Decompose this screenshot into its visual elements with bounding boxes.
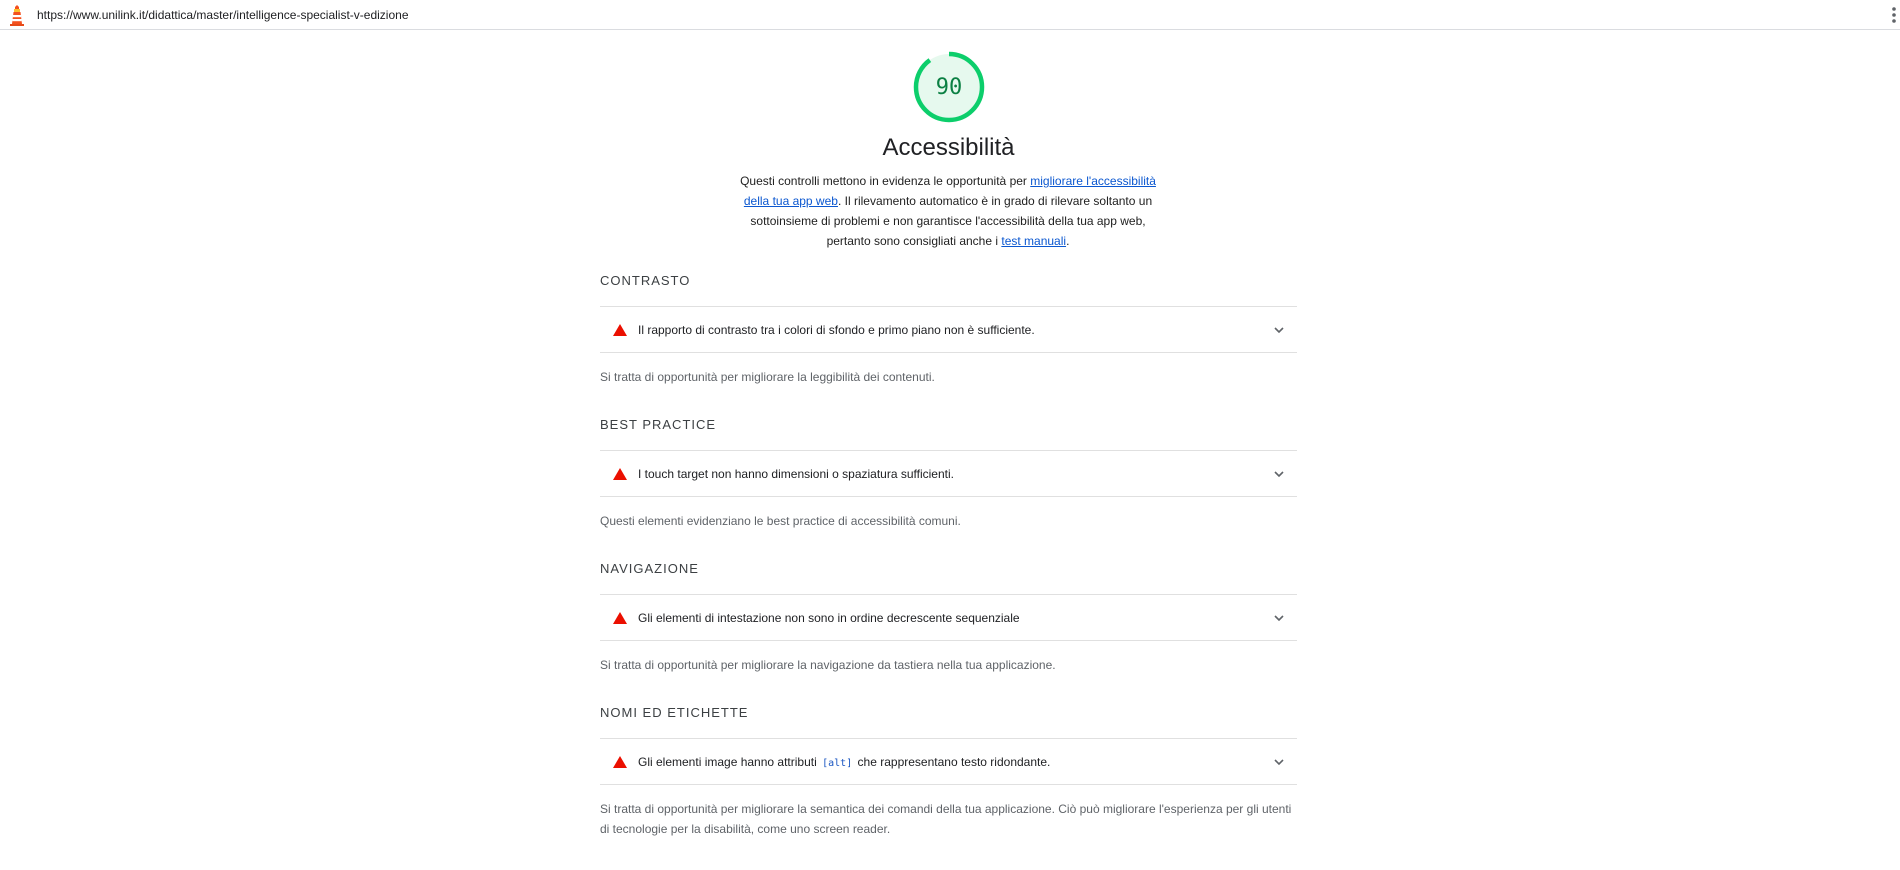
audit-title-pre: Gli elementi image hanno attributi — [638, 755, 821, 769]
group-description: Si tratta di opportunità per migliorare la semantica dei comandi della tua applicazione. Ciò può migliorare l'esperienza per gli utenti di tecnologie per la disabilità, come uno screen reader. — [600, 802, 1292, 836]
fail-triangle-icon — [613, 612, 627, 624]
audit-title: I touch target non hanno dimensioni o spaziatura sufficienti. — [638, 467, 954, 481]
group-title: NOMI ED ETICHETTE — [600, 705, 749, 720]
score-gauge[interactable] — [912, 50, 986, 124]
lighthouse-icon[interactable] — [7, 4, 27, 26]
group-description: Si tratta di opportunità per migliorare la leggibilità dei contenuti. — [600, 370, 935, 384]
group-title: CONTRASTO — [600, 273, 691, 288]
more-vert-icon[interactable] — [1890, 5, 1898, 25]
report-topbar — [0, 0, 1900, 30]
chevron-down-icon[interactable] — [1273, 756, 1285, 768]
report-url[interactable]: https://www.unilink.it/didattica/master/intelligence-specialist-v-edizione — [37, 8, 409, 22]
desc-text-3: . — [1066, 234, 1070, 248]
category-description — [728, 171, 1168, 251]
audit-item[interactable] — [600, 738, 1297, 785]
group-best-practice — [600, 417, 1297, 531]
category-title: Accessibilità — [882, 134, 1015, 161]
group-names-labels — [600, 705, 1297, 839]
alt-attribute-code: [alt] — [822, 758, 853, 769]
group-description: Questi elementi evidenziano le best practice di accessibilità comuni. — [600, 514, 961, 528]
improve-accessibility-link[interactable]: migliorare l'accessibilità della tua app web — [743, 174, 1156, 208]
group-contrast — [600, 273, 1297, 387]
fail-triangle-icon — [613, 324, 627, 336]
chevron-down-icon[interactable] — [1273, 468, 1285, 480]
group-title: NAVIGAZIONE — [600, 561, 699, 576]
chevron-down-icon[interactable] — [1273, 324, 1285, 336]
desc-text-2: . Il rilevamento automatico è in grado di rilevare soltanto un sottoinsieme di problemi e non garantisce l'accessibilità della tua app web, pertanto sono consigliati anche i — [750, 194, 1153, 248]
audit-item[interactable] — [600, 306, 1297, 353]
audit-title: Gli elementi di intestazione non sono in ordine decrescente sequenziale — [638, 611, 1020, 625]
audit-item[interactable] — [600, 594, 1297, 641]
chevron-down-icon[interactable] — [1273, 612, 1285, 624]
fail-triangle-icon — [613, 756, 627, 768]
desc-text-1: Questi controlli mettono in evidenza le opportunità per — [740, 174, 1031, 188]
manual-test-link[interactable]: test manuali — [1001, 234, 1067, 248]
audit-title-post: che rappresentano testo ridondante. — [854, 755, 1051, 769]
audit-title — [638, 755, 1050, 769]
audit-item[interactable] — [600, 450, 1297, 497]
score-value: 90 — [935, 74, 963, 100]
group-description: Si tratta di opportunità per migliorare la navigazione da tastiera nella tua applicazione. — [600, 658, 1056, 672]
audit-title: Il rapporto di contrasto tra i colori di sfondo e primo piano non è sufficiente. — [638, 323, 1035, 337]
group-navigation — [600, 561, 1297, 675]
fail-triangle-icon — [613, 468, 627, 480]
group-title: BEST PRACTICE — [600, 417, 717, 432]
